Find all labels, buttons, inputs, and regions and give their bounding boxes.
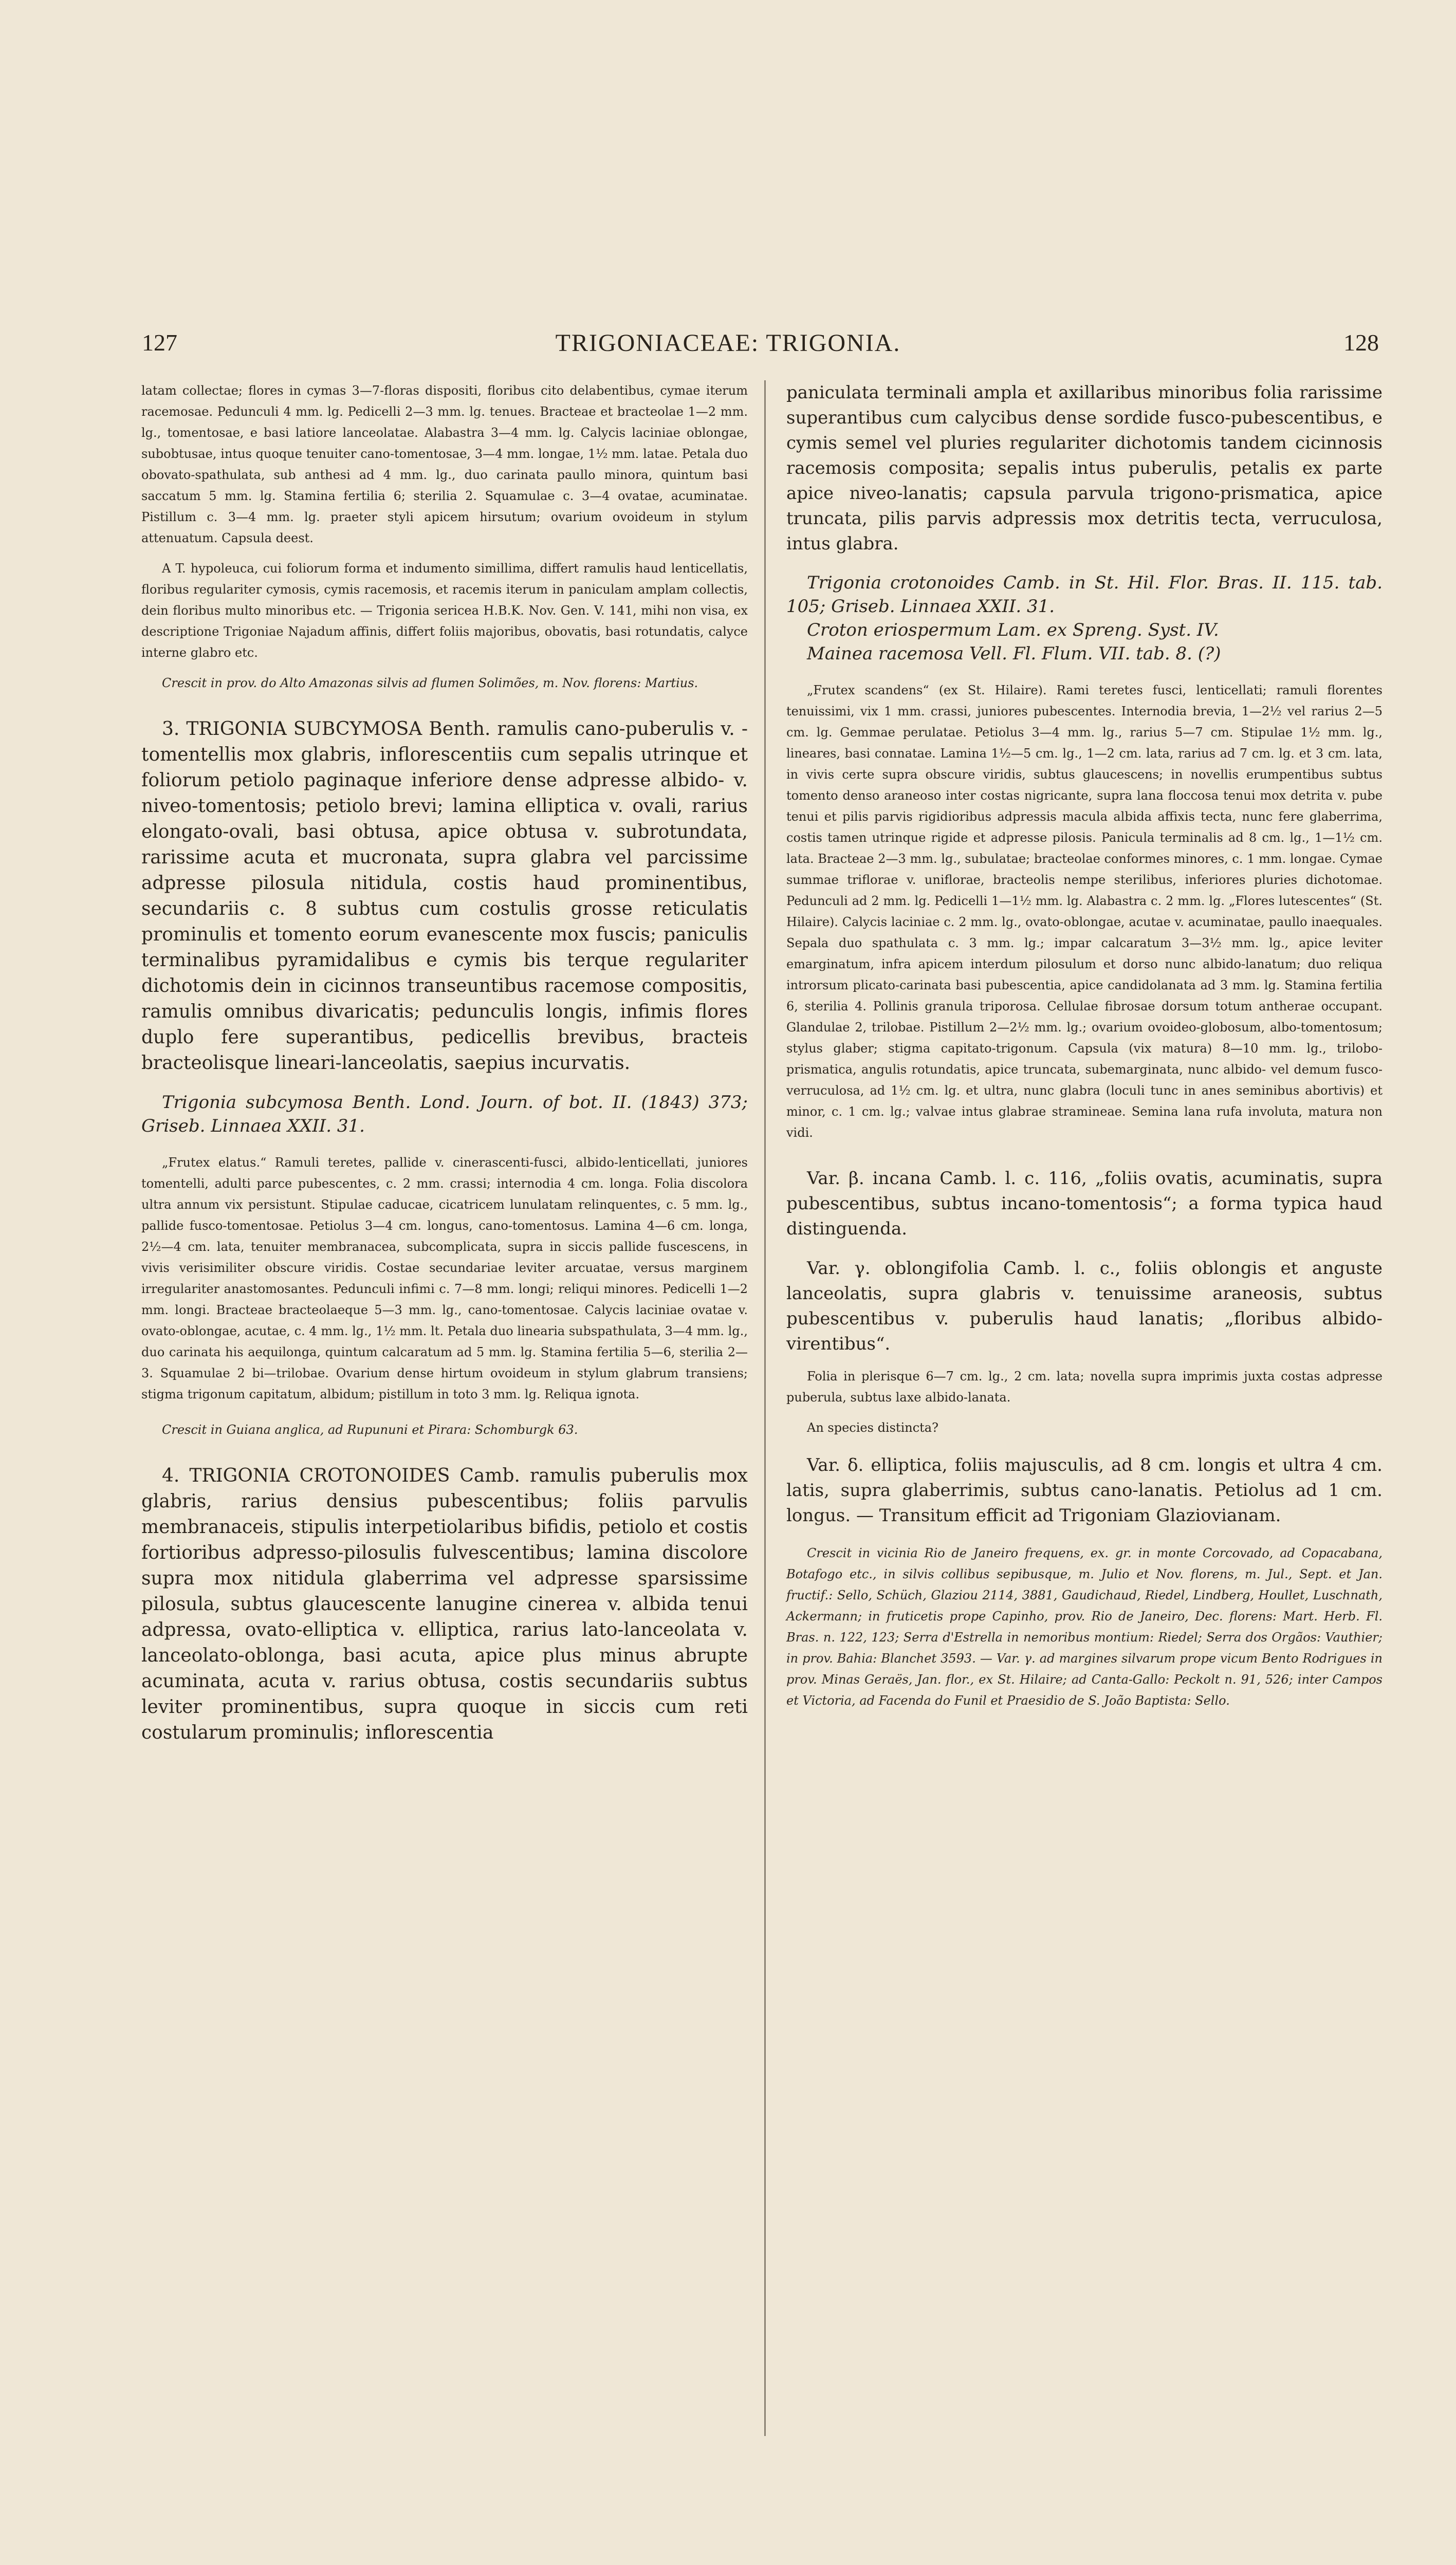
description-crotonoides: „Frutex scandens“ (ex St. Hilaire). Rami teretes fusci, lenticellati; ramuli florentes tenuissimi, vix 1 mm. crassi, juniores pubescentes. Internodia brevia, 1—2½ vel rarius 2—5 cm. lg. Gemmae perulatae. Petiolus 3—4 mm. lg., rarius 5—7 cm. Stipulae 1½ mm. lg., lineares, basi connatae. Lamina 1½—5 cm. lg., 1—2 cm. lata, rarius ad 7 cm. lg. et 3 cm. lata, in vivis certe supra obscure viridis, subtus glaucescens; in novellis erumpentibus subtus tomento denso araneoso inter costas nigricante, supra lana floccosa tenui mox detrita v. pube tenui et pilis parvis rigidioribus adpressis macula albida affixis tecta, nunc fere glaberrima, costis tamen utrinque rigide et adpresse pilosis. Panicula terminalis ad 8 cm. lg., 1—1½ cm. lata. Bracteae 2—3 mm. lg., subulatae; bracteolae conformes minores, c. 1 mm. longae. Cymae summae triflorae v. uniflorae, bracteolis nempe sterilibus, inferiores pluries dichotomae. Pedunculi ad 2 mm. lg. Pedicelli 1—1½ mm. lg. Alabastra c. 2 mm. lg. „Flores lutescentes“ (St. Hilaire). Calycis laciniae c. 2 mm. lg., ovato-oblongae, acutae v. acuminatae, paullo inaequales. Sepala duo spathulata c. 3 mm. lg.; impar calcaratum 3—3½ mm. lg., apice leviter emarginatum, infra apicem interdum pilosulum et dorso nunc albido-lanatum; duo reliqua introrsum plicato-carinata basi pubescentia, apice candidolanata ad 3 mm. lg. Stamina fertilia 6, sterilia 4. Pollinis granula triporosa. Cellulae fibrosae dorsum totum antherae occupant. Glandulae 2, trilobae. Pistillum 2—2½ mm. lg.; ovarium ovoideo-globosum, albo-tomentosum; stylus glaber; stigma capitato-trigonum. Capsula (vix matura) 8—10 mm. lg., trilobo-prismatica, angulis rotundatis, apice truncata, subemarginata, nunc albido- vel demum fusco-verruculosa, ad 1½ cm. lg. et ultra, nunc glabra (loculi tunc in anes seminibus abortivis) et minor, c. 1 cm. lg.; valvae intus glabrae stramineae. Semina lana rufa involuta, matura non vidi. (786, 683, 1383, 1140)
description-continued: latam collectae; flores in cymas 3—7-floras dispositi, floribus cito delabentibus, cymae iterum racemosae. Pedunculi 4 mm. lg. Pedicelli 2—3 mm. lg. tenues. Bracteae et bracteolae 1—2 mm. lg., tomentosae, e basi latiore lanceolatae. Alabastra 3—4 mm. lg. Calycis laciniae oblongae, subobtusae, intus quoque tenuiter cano-tomentosae, 3—4 mm. longae, 1½ mm. latae. Petala duo obovato-spathulata, sub anthesi ad 4 mm. lg., duo carinata paullo minora, quintum basi saccatum 5 mm. lg. Stamina fertilia 6; sterilia 2. Squamulae c. 3—4 ovatae, acuminatae. Pistillum c. 3—4 mm. lg. praeter styli apicem hirsutum; ovarium ovoideum in stylum attenuatum. Capsula deest. (141, 383, 748, 545)
citation-crotonoides: Trigonia crotonoides Camb. in St. Hil. Flor. Bras. II. 115. tab. 105; Griseb. Linnaea XXII. 31. (786, 573, 1383, 617)
synonym-mainea: Mainea racemosa Vell. Fl. Flum. VII. tab. 8. (?) (807, 643, 1221, 664)
page-number-right: 128 (1343, 329, 1379, 356)
species-heading-crotonoides: 4. TRIGONIA CROTONOIDES Camb. ramulis puberulis mox glabris, rarius densius pubescentibus; foliis parvulis membranaceis, stipulis interpetiolaribus bifidis, petiolo et costis fortioribus adpresso-pilosulis fulvescentibus; lamina discolore supra mox nitidula glaberrima vel adpresse sparsissime pilosula, subtus glaucescente lanugine cinerea v. albida tenui adpressa, ovato-elliptica v. elliptica, rarius lato-lanceolata v. lanceolato-oblonga, basi acuta, apice plus minus abrupte acuminata, acuta v. rarius obtusa, costis secundariis subtus leviter prominentibus, supra quoque in siccis cum reti costularum prominulis; inflorescentia (141, 1465, 748, 1743)
citation-subcymosa: Trigonia subcymosa Benth. Lond. Journ. of bot. II. (1843) 373; Griseb. Linnaea XXII. 31. (141, 1092, 748, 1136)
species-heading-subcymosa: 3. TRIGONIA SUBCYMOSA Benth. ramulis cano-puberulis v. -tomentellis mox glabris, inflorescentiis cum sepalis utrinque et foliorum petiolo paginaque inferiore dense adpresse albido- v. niveo-tomentosis; petiolo brevi; lamina elliptica v. ovali, rarius elongato-ovali, basi obtusa, apice obtusa v. subrotundata, rarissime acuta et mucronata, supra glabra vel parcissime adpresse pilosula nitidula, costis haud prominentibus, secundariis c. 8 subtus cum costulis grosse reticulatis prominulis et tomento eorum evanescente mox fuscis; paniculis terminalibus pyramidalibus e cymis bis terque regulariter dichotomis dein in cicinnos transeuntibus racemose compositis, ramulis omnibus divaricatis; pedunculis longis, infimis flores duplo fere superantibus, pedicellis brevibus, bracteis bracteolisque lineari-lanceolatis, saepius incurvatis. (141, 718, 748, 1074)
synonym-croton: Croton eriospermum Lam. ex Spreng. Syst. IV. (807, 620, 1219, 640)
variety-oblongifolia-note: Folia in plerisque 6—7 cm. lg., 2 cm. lata; novella supra imprimis juxta costas adpresse puberula, subtus laxe albido-lanata. (786, 1369, 1383, 1405)
variety-oblongifolia: Var. γ. oblongifolia Camb. l. c., foliis oblongis et anguste lanceolatis, supra glabris v. tenuissime araneosis, subtus pubescentibus v. puberulis haud lanatis; „floribus albido-virentibus“. (786, 1258, 1383, 1354)
running-title: TRIGONIACEAE: TRIGONIA. (555, 329, 901, 357)
page-number-left: 127 (142, 329, 177, 356)
description-subcymosa: „Frutex elatus.“ Ramuli teretes, pallide v. cinerascenti-fusci, albido-lenticellati, juniores tomentelli, adulti parce pubescentes, c. 2 mm. crassi; internodia 4 cm. longa. Folia discolora ultra annum vix persistunt. Stipulae caducae, cicatricem lunulatam relinquentes, c. 5 mm. lg., pallide fusco-tomentosae. Petiolus 3—4 cm. longus, cano-tomentosus. Lamina 4—6 cm. longa, 2½—4 cm. lata, tenuiter membranacea, subcomplicata, supra in siccis pallide fuscescens, in vivis verisimiliter obscure viridis. Costae secundariae leviter arcuatae, versus marginem irregulariter anastomosantes. Pedunculi infimi c. 7—8 mm. longi; reliqui minores. Pedicelli 1—2 mm. longi. Bracteae bracteolaeque 5—3 mm. lg., cano-tomentosae. Calycis laciniae ovatae v. ovato-oblongae, acutae, c. 4 mm. lg., 1½ mm. lt. Petala duo linearia subspathulata, 3—4 mm. lg., duo carinata his aequilonga, quintum calcaratum ad 5 mm. lg. Stamina fertilia 5—6, sterilia 2—3. Squamulae 2 bi—trilobae. Ovarium dense hirtum ovoideum in stylum glabrum transiens; stigma trigonum capitatum, albidum; pistillum in toto 3 mm. lg. Reliqua ignota. (141, 1155, 748, 1401)
variety-elliptica: Var. δ. elliptica, foliis majusculis, ad 8 cm. longis et ultra 4 cm. latis, supra glaberrimis, subtus cano-lanatis. Petiolus ad 1 cm. longus. — Transitum efficit ad Trigoniam Glaziovianam. (786, 1455, 1383, 1526)
habitat-crotonoides: Crescit in vicinia Rio de Janeiro frequens, ex. gr. in monte Corcovado, ad Copacabana, Botafogo etc., in silvis collibus sepibusque, m. Julio et Nov. florens, m. Jul., Sept. et Jan. fructif.: Sello, Schüch, Glaziou 2114, 3881, Gaudichaud, Riedel, Lindberg, Houllet, Luschnath, Ackermann; in fruticetis prope Capinho, prov. Rio de Janeiro, Dec. florens: Mart. Herb. Fl. Bras. n. 122, 123; Serra d'Estrella in nemoribus montium: Riedel; Serra dos Orgãos: Vauthier; in prov. Bahia: Blanchet 3593. — Var. γ. ad margines silvarum prope vicum Bento Rodrigues in prov. Minas Geraës, Jan. flor., ex St. Hilaire; ad Canta-Gallo: Peckolt n. 91, 526; inter Campos et Victoria, ad Facenda do Funil et Praesidio de S. João Baptista: Sello. (786, 1546, 1383, 1708)
left-column (141, 380, 748, 1746)
habitat-subcymosa: Crescit in Guiana anglica, ad Rupununi et Pirara: Schomburgk 63. (162, 1423, 578, 1437)
right-column (786, 380, 1383, 1711)
comparison-note: A T. hypoleuca, cui foliorum forma et indumento simillima, differt ramulis haud lenticellatis, floribus regulariter cymosis, cymis racemosis, et racemis iterum in paniculam amplam collectis, dein floribus multo minoribus etc. — Trigonia sericea H.B.K. Nov. Gen. V. 141, mihi non visa, ex descriptione Trigoniae Najadum affinis, differt foliis majoribus, obovatis, basi rotundatis, calyce interne glabro etc. (141, 561, 748, 660)
variety-incana: Var. β. incana Camb. l. c. 116, „foliis ovatis, acuminatis, supra pubescentibus, subtus incano-tomentosis“; a forma typica haud distinguenda. (786, 1168, 1383, 1239)
habitat-note: Crescit in prov. do Alto Amazonas silvis ad flumen Solimões, m. Nov. florens: Martius. (162, 676, 698, 690)
column-divider (764, 380, 766, 2436)
variety-question: An species distincta? (807, 1420, 938, 1435)
crotonoides-diagnosis-continued: paniculata terminali ampla et axillaribus minoribus folia rarissime superantibus cum calycibus dense sordide fusco-pubescentibus, e cymis semel vel pluries regulariter dichotomis tandem cicinnosis racemosis composita; sepalis intus puberulis, petalis ex parte apice niveo-lanatis; capsula parvula trigono-prismatica, apice truncata, pilis parvis adpressis mox detritis tecta, verruculosa, intus glabra. (786, 382, 1383, 554)
running-header (0, 329, 1456, 370)
